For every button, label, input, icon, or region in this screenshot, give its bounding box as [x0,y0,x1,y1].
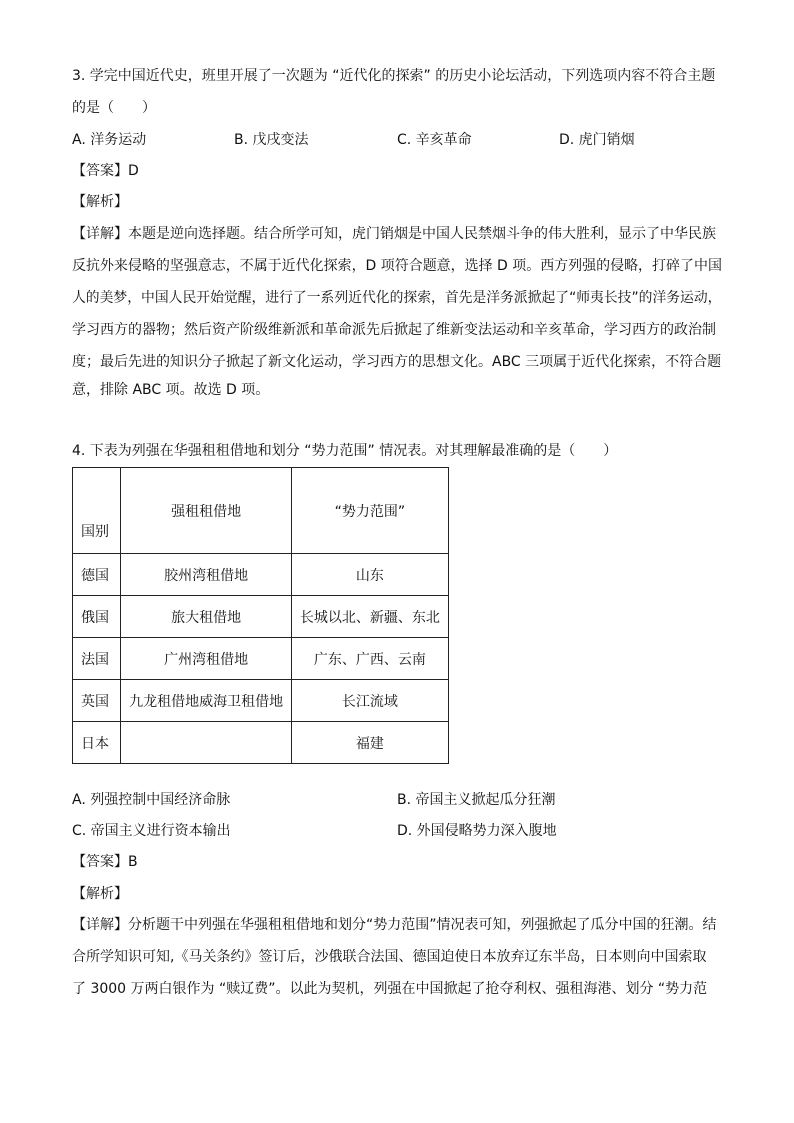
q3-answer: 【答案】D [72,163,139,179]
table-row [73,722,449,764]
q4-option-d[interactable]: D. 外国侵略势力深入腹地 [397,823,557,839]
q3-option-b[interactable]: B. 戊戌变法 [234,132,309,148]
q3-option-a[interactable]: A. 洋务运动 [72,132,147,148]
table-row [73,680,449,722]
q3-stem-line-2: 的是（ ） [72,100,156,116]
table-cell-leased-territory [121,722,291,764]
q4-detail-line-2: 合所学知识可知,《马关条约》签订后，沙俄联合法国、德国迫使日本放弃辽东半岛，日本则向中国索取 [72,949,707,965]
powers-table [72,467,449,764]
table-cell-leased-territory: 九龙租借地威海卫租借地 [121,680,291,722]
q4-option-a[interactable]: A. 列强控制中国经济命脉 [72,792,231,808]
table-row [73,596,449,638]
table-header-leased-territory: 强租租借地 [121,468,291,554]
table-cell-sphere: 广东、广西、云南 [291,638,448,680]
table-header-row [73,468,449,554]
q3-detail-line-6: 意，排除 ABC 项。故选 D 项。 [72,382,270,398]
q4-analysis-label: 【解析】 [72,886,128,902]
q4-option-b[interactable]: B. 帝国主义掀起瓜分狂潮 [397,792,556,808]
q3-stem-line-1: 3. 学完中国近代史，班里开展了一次题为 “近代化的探索” 的历史小论坛活动，下列选项内容不符合主题 [72,68,716,84]
table-cell-sphere: 长江流域 [291,680,448,722]
table-cell-leased-territory: 旅大租借地 [121,596,291,638]
table-cell-country: 德国 [73,554,121,596]
q3-analysis-label: 【解析】 [72,194,128,210]
table-header-sphere: “势力范围” [291,468,448,554]
q3-option-c[interactable]: C. 辛亥革命 [397,132,472,148]
q3-detail-line-2: 反抗外来侵略的坚强意志，不属于近代化探索，D 项符合题意，选择 D 项。西方列强的侵略，打碎了中国 [72,258,722,274]
table-cell-country: 俄国 [73,596,121,638]
table-cell-country: 日本 [73,722,121,764]
q4-option-c[interactable]: C. 帝国主义进行资本输出 [72,823,231,839]
q3-detail-line-4: 学习西方的器物；然后资产阶级维新派和革命派先后掀起了维新变法运动和辛亥革命，学习西方的政治制 [72,322,716,338]
table-cell-country: 英国 [73,680,121,722]
q4-stem: 4. 下表为列强在华强租租借地和划分 “势力范围” 情况表。对其理解最准确的是（ ） [72,443,618,459]
q4-answer: 【答案】B [72,854,138,870]
q3-detail-line-5: 度；最后先进的知识分子掀起了新文化运动，学习西方的思想文化。ABC 三项属于近代化探索，不符合题 [72,354,722,370]
table-cell-sphere: 长城以北、新疆、东北 [291,596,448,638]
table-cell-country: 法国 [73,638,121,680]
q3-detail-line-3: 人的美梦，中国人民开始觉醒，进行了一系列近代化的探索，首先是洋务派掀起了“师夷长技”的洋务运动， [72,290,722,306]
q4-detail-line-1: 【详解】分析题干中列强在华强租租借地和划分“势力范围”情况表可知，列强掀起了瓜分中国的狂潮。结 [72,917,717,933]
table-cell-sphere: 福建 [291,722,448,764]
q4-detail-line-3: 了 3000 万两白银作为 “赎辽费”。以此为契机，列强在中国掀起了抢夺利权、强租海港、划分 “势力范 [72,981,708,997]
table-cell-sphere: 山东 [291,554,448,596]
q3-option-d[interactable]: D. 虎门销烟 [559,132,635,148]
table-row [73,554,449,596]
q3-detail-line-1: 【详解】本题是逆向选择题。结合所学可知，虎门销烟是中国人民禁烟斗争的伟大胜利，显示了中华民族 [72,226,716,242]
table-cell-leased-territory: 胶州湾租借地 [121,554,291,596]
table-cell-leased-territory: 广州湾租借地 [121,638,291,680]
table-row [73,638,449,680]
table-header-country: 国别 [73,468,121,554]
